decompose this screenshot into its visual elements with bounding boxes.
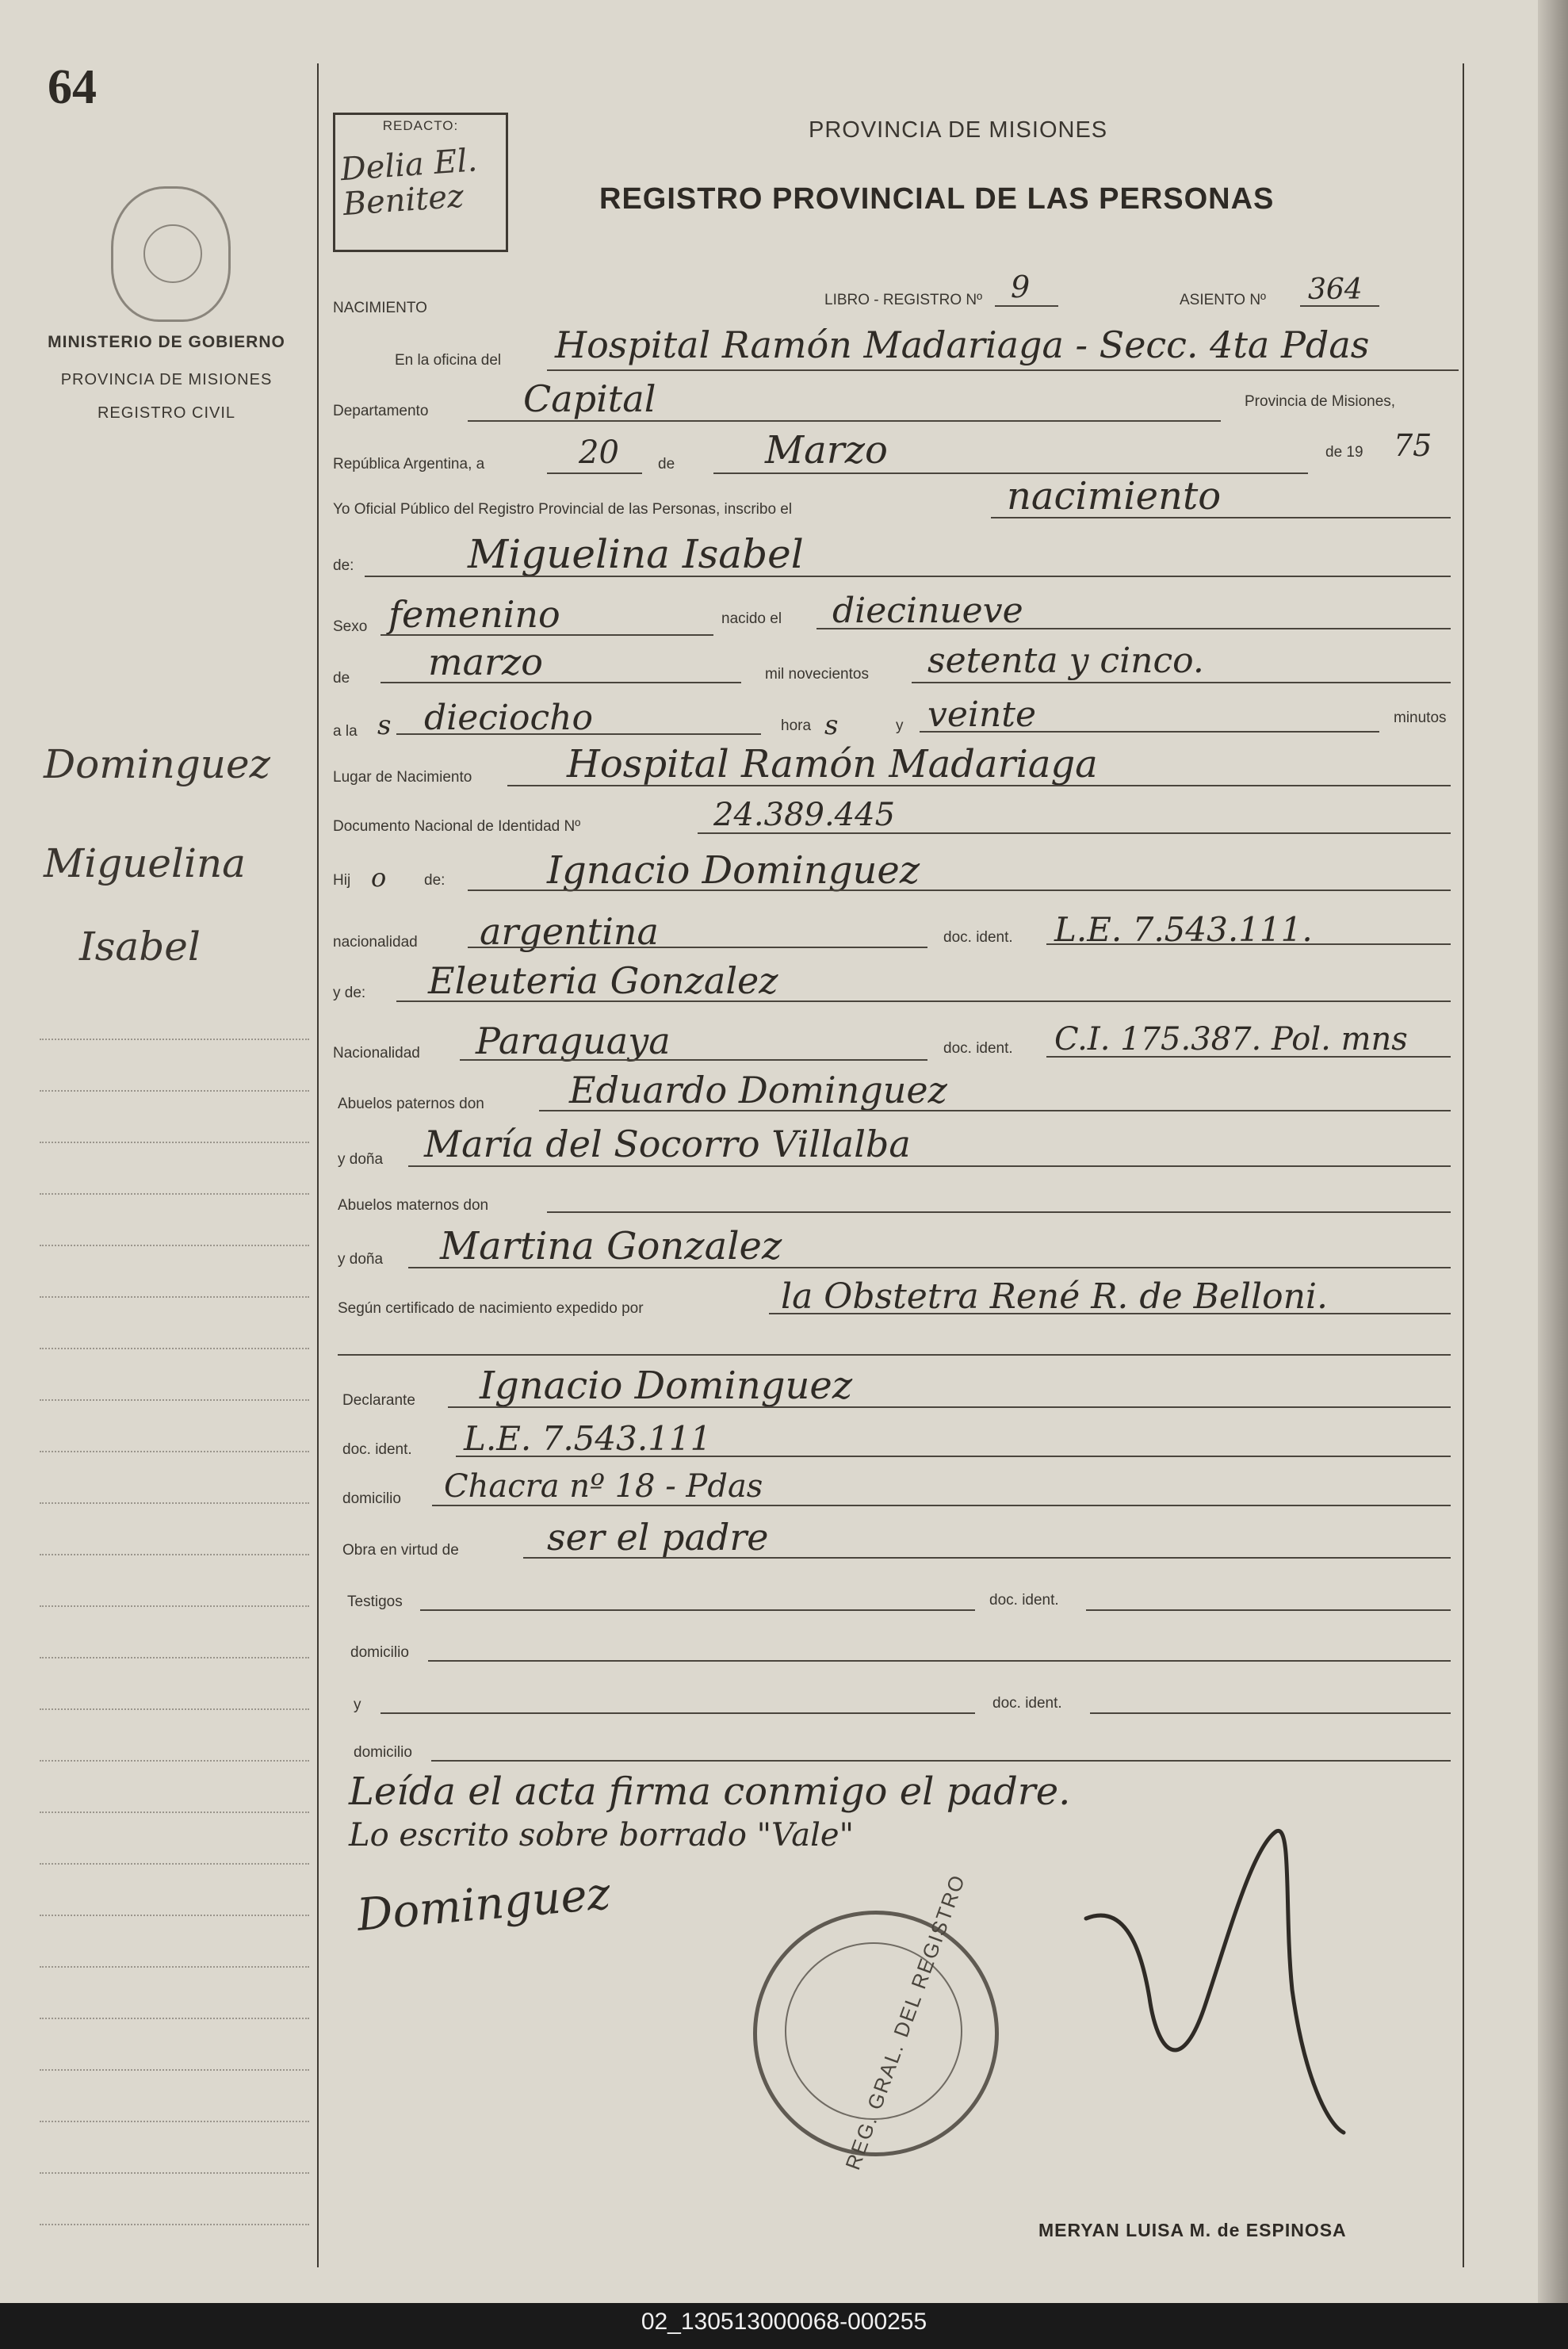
margin-rule [40,1193,309,1195]
nacionalidad-madre-label: Nacionalidad [333,1045,420,1062]
domicilio-testigo1-label: domicilio [350,1644,409,1661]
ministry-registro: REGISTRO CIVIL [97,404,236,422]
padre-value: Ignacio Dominguez [547,848,920,893]
stamp-text: REG. GRAL. DEL REGISTRO [840,1870,970,2173]
field-line [396,1000,1451,1002]
margin-rule [40,1142,309,1143]
field-line [539,1110,1451,1111]
oficina-label: En la oficina del [395,352,502,369]
field-line [381,1712,975,1714]
alas-label: a la [333,723,358,740]
documento-value: 24.389.445 [713,797,896,833]
margin-rule [40,1090,309,1092]
domicilio-value: Chacra nº 18 - Pdas [444,1468,763,1505]
margin-rule [40,1657,309,1658]
field-line [468,889,1451,891]
binder-edge [1538,0,1568,2303]
libro-value: 9 [1011,270,1031,304]
inscribo-value: nacimiento [1007,474,1222,518]
officer-signature [1054,1815,1411,2172]
padre-doc-value: L.E. 7.543.111. [1054,910,1313,949]
declarante-label: Declarante [342,1392,415,1409]
doc-ident-testigo1-label: doc. ident. [989,1592,1059,1609]
margin-rule [40,1811,309,1813]
abuelos-paternos-label: Abuelos paternos don [338,1096,484,1112]
margin-rule [40,2121,309,2122]
provincia-label: Provincia de Misiones, [1245,393,1396,410]
field-line [547,472,642,474]
doc-ident-label-madre: doc. ident. [943,1040,1013,1057]
ministry-province: PROVINCIA DE MISIONES [60,371,273,388]
field-line [460,1059,927,1061]
margin-rule [40,2224,309,2225]
horas-suffix: s [824,710,839,741]
field-line [338,1354,1451,1356]
field-line [468,420,1221,422]
field-line [547,369,1459,371]
field-line [991,517,1451,518]
margin-rule [40,1245,309,1246]
oficina-value: Hospital Ramón Madariaga - Secc. 4ta Pdas [555,323,1370,366]
nacido-value: diecinueve [832,591,1023,631]
de-label: de [658,456,675,472]
departamento-value: Capital [523,377,656,420]
sexo-label: Sexo [333,618,368,635]
documento-label: Documento Nacional de Identidad Nº [333,818,581,835]
minutos-label: minutos [1394,710,1447,726]
declarante-value: Ignacio Dominguez [480,1364,853,1408]
oficial-label: Yo Oficial Público del Registro Provincial de las Personas, inscribo el [333,501,793,518]
field-line [420,1609,975,1611]
closing-note: Leída el acta firma conmigo el padre. [349,1769,1071,1814]
obra-value: ser el padre [547,1516,769,1559]
segun-value: la Obstetra René R. de Belloni. [781,1276,1328,1317]
file-label: 02_130513000068-000255 [641,2309,927,2335]
seal-emblem [143,224,202,283]
field-line [698,832,1451,834]
abuelos-maternos-label: Abuelos maternos don [338,1197,489,1214]
nacionalidad-value: argentina [480,910,659,953]
field-line [408,1165,1451,1167]
margin-rule [40,1348,309,1349]
official-stamp [753,1870,999,2173]
field-line [381,682,741,683]
margin-rule [40,1605,309,1607]
field-line [1300,305,1379,307]
nombre-value: Miguelina Isabel [468,531,804,577]
redacto-signature: Delia El. Benitez [339,142,479,224]
margin-rule [40,1296,309,1298]
asiento-label: ASIENTO Nº [1180,292,1266,308]
field-line [920,731,1379,733]
asiento-value: 364 [1308,274,1363,306]
margin-middlename: Isabel [79,924,201,970]
horas-label: hora [781,717,812,734]
domicilio-testigo2-label: domicilio [354,1744,412,1761]
lugar-label: Lugar de Nacimiento [333,769,472,786]
republica-label: República Argentina, a [333,456,485,472]
abuelo-paterno-value: Eduardo Dominguez [569,1069,947,1111]
anio-value: setenta y cinco. [927,641,1204,681]
margin-rule [40,1039,309,1040]
margin-rule [40,1451,309,1452]
margin-rule [40,1966,309,1968]
field-line [428,1660,1451,1662]
declarante-signature: Dominguez [354,1868,613,1942]
field-line [817,628,1451,629]
dona-paterna-label: y doña [338,1151,384,1168]
margin-rule [40,1915,309,1916]
redacto-label: REDACTO: [382,118,459,133]
field-line [1090,1712,1451,1714]
margin-surname: Dominguez [44,741,270,787]
margin-rule [40,1760,309,1762]
redacto-box [333,113,508,252]
abuela-paterna-value: María del Socorro Villalba [424,1123,911,1165]
domicilio-label: domicilio [342,1490,401,1507]
day-value: 20 [579,434,619,471]
field-line [547,1211,1451,1213]
field-line [381,634,713,636]
doc-ident-label: doc. ident. [943,929,1013,946]
lugar-value: Hospital Ramón Madariaga [567,742,1098,786]
right-border [1463,63,1464,2267]
field-line [365,576,1451,577]
month-value: Marzo [765,428,888,472]
margin-rule [40,1708,309,1710]
minutos-value: veinte [927,694,1037,735]
province-heading: PROVINCIA DE MISIONES [809,117,1108,143]
margin-rule [40,2172,309,2174]
officer-name: MERYAN LUISA M. de ESPINOSA [1038,2220,1347,2240]
nacido-label: nacido el [721,610,782,627]
page-number: 64 [48,60,97,114]
field-line [432,1505,1451,1506]
testigos-label: Testigos [347,1593,403,1610]
segun-label: Según certificado de nacimiento expedido por [338,1300,644,1317]
sexo-value: femenino [388,593,560,636]
declarante-doc-value: L.E. 7.543.111 [464,1419,712,1458]
margin-rule [40,1399,309,1401]
y-label: y [896,717,904,734]
hijo-label: Hij [333,872,351,889]
erasure-note: Lo escrito sobre borrado "Vale" [349,1817,854,1854]
departamento-label: Departamento [333,403,429,419]
dona-materna-label: y doña [338,1251,384,1268]
year-prefix: de 19 [1325,444,1363,461]
margin-firstname: Miguelina [44,840,246,886]
margin-rule [40,1502,309,1504]
mes-value: marzo [428,641,543,683]
hijo-suffix: o [371,863,387,893]
mes-label: de [333,670,350,687]
horas-value: dieciocho [424,698,593,738]
madre-label: y de: [333,985,366,1001]
obra-label: Obra en virtud de [342,1542,459,1559]
margin-rule [40,1554,309,1555]
madre-value: Eleuteria Gonzalez [428,959,778,1002]
mil-label: mil novecientos [765,666,869,683]
abuela-materna-value: Martina Gonzalez [440,1224,782,1268]
field-line [456,1456,1451,1457]
field-line [448,1406,1451,1408]
ministry-title: MINISTERIO DE GOBIERNO [48,333,285,351]
field-line [408,1267,1451,1268]
field-line [1086,1609,1451,1611]
doc-ident-declarante-label: doc. ident. [342,1441,412,1458]
field-line [396,733,761,735]
alas-suffix: s [377,710,392,741]
field-line [507,785,1451,786]
ministry-seal [111,186,231,322]
field-line [468,947,927,948]
y-testigo-label: y [354,1697,361,1713]
registry-title: REGISTRO PROVINCIAL DE LAS PERSONAS [599,182,1275,216]
margin-rule [40,2018,309,2019]
margin-rule [40,2069,309,2071]
year-value: 75 [1394,428,1432,463]
hijo-de: de: [424,872,446,889]
field-line [431,1760,1451,1762]
nacimiento-label: NACIMIENTO [333,300,427,316]
nombre-label: de: [333,557,354,574]
field-line [1046,943,1451,945]
field-line [912,682,1451,683]
field-line [995,305,1058,307]
libro-label: LIBRO - REGISTRO Nº [824,292,983,308]
margin-divider [317,63,319,2267]
field-line [1046,1056,1451,1058]
madre-doc-value: C.I. 175.387. Pol. mns [1054,1021,1408,1058]
margin-rule [40,1863,309,1865]
field-line [523,1557,1451,1559]
doc-ident-testigo2-label: doc. ident. [992,1695,1062,1712]
nacionalidad-label: nacionalidad [333,934,418,951]
nacionalidad-madre-value: Paraguaya [476,1020,671,1062]
field-line [769,1313,1451,1314]
